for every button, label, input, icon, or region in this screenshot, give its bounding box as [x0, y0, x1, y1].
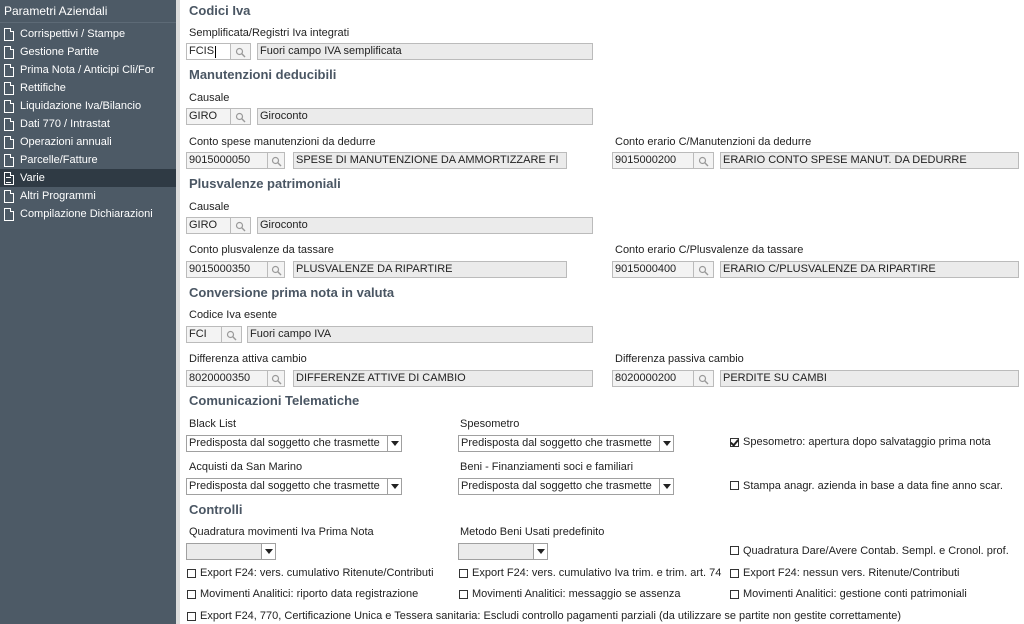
- conto-erario-plusvalenze-desc: ERARIO C/PLUSVALENZE DA RIPARTIRE: [720, 261, 1019, 278]
- quadratura-dare-avere-checkbox[interactable]: [730, 546, 739, 555]
- stampa-anagrafica-label: Stampa anagr. azienda in base a data fine anno scar.: [743, 480, 1003, 492]
- sidebar-title: Parametri Aziendali: [0, 0, 176, 23]
- san-marino-select[interactable]: Predisposta dal soggetto che trasmette: [186, 478, 388, 495]
- lookup-button[interactable]: [231, 43, 251, 60]
- conto-spese-manutenzioni-input[interactable]: 9015000050: [186, 152, 268, 169]
- document-icon: [4, 64, 14, 77]
- movimenti-conti-patrimoniali-label: Movimenti Analitici: gestione conti patrimoniali: [743, 588, 967, 600]
- document-icon: [4, 82, 14, 95]
- sidebar-item-varie[interactable]: Varie: [0, 169, 176, 187]
- lookup-button[interactable]: [268, 370, 285, 387]
- conto-erario-manutenzioni-desc: ERARIO CONTO SPESE MANUT. DA DEDURRE: [720, 152, 1019, 169]
- label-causale: Causale: [189, 201, 230, 213]
- document-lines-icon: [4, 172, 14, 185]
- label-causale: Causale: [189, 92, 230, 104]
- export-f24-iva-checkbox[interactable]: [459, 569, 468, 578]
- section-manutenzioni: Manutenzioni deducibili: [189, 67, 337, 82]
- differenza-passiva-input[interactable]: 8020000200: [612, 370, 694, 387]
- differenza-attiva-desc: DIFFERENZE ATTIVE DI CAMBIO: [293, 370, 593, 387]
- lookup-button[interactable]: [694, 261, 714, 278]
- lookup-button[interactable]: [231, 108, 251, 125]
- search-icon: [235, 47, 246, 58]
- dropdown-arrow-icon[interactable]: [659, 435, 674, 452]
- search-icon: [271, 374, 282, 385]
- movimenti-messaggio-checkbox[interactable]: [459, 590, 468, 599]
- causale-manutenzioni-input[interactable]: GIRO: [186, 108, 231, 125]
- lookup-button[interactable]: [694, 370, 714, 387]
- differenza-passiva-desc: PERDITE SU CAMBI: [720, 370, 1019, 387]
- metodo-beni-usati-select[interactable]: [458, 543, 534, 560]
- codice-iva-semplificata-desc: Fuori campo IVA semplificata: [257, 43, 593, 60]
- export-f24-ritenute-label: Export F24: vers. cumulativo Ritenute/Contributi: [200, 567, 434, 579]
- label-conto-erario-plusvalenze: Conto erario C/Plusvalenze da tassare: [615, 244, 804, 256]
- sidebar-item-gestione-partite[interactable]: Gestione Partite: [0, 43, 176, 61]
- section-conversione: Conversione prima nota in valuta: [189, 285, 395, 300]
- lookup-button[interactable]: [694, 152, 714, 169]
- escludi-controllo-pagamenti-label: Export F24, 770, Certificazione Unica e Tessera sanitaria: Escludi controllo pagamenti parziali (da utilizzare se partite non gestite correttamente): [200, 610, 902, 622]
- sidebar-item-rettifiche[interactable]: Rettifiche: [0, 79, 176, 97]
- search-icon: [235, 221, 246, 232]
- movimenti-riporto-data-checkbox[interactable]: [187, 590, 196, 599]
- search-icon: [698, 374, 709, 385]
- lookup-button[interactable]: [268, 152, 285, 169]
- label-san-marino: Acquisti da San Marino: [189, 461, 303, 473]
- label-spesometro: Spesometro: [460, 418, 520, 430]
- sidebar-item-compilazione[interactable]: Compilazione Dichiarazioni: [0, 205, 176, 223]
- main-panel: [180, 0, 1024, 624]
- conto-plusvalenze-desc: PLUSVALENZE DA RIPARTIRE: [293, 261, 567, 278]
- label-codice-iva-esente: Codice Iva esente: [189, 309, 278, 321]
- codice-iva-semplificata-input[interactable]: FCIS: [186, 43, 231, 60]
- sidebar-item-dati-770[interactable]: Dati 770 / Intrastat: [0, 115, 176, 133]
- sidebar-item-parcelle[interactable]: Parcelle/Fatture: [0, 151, 176, 169]
- label-differenza-attiva: Differenza attiva cambio: [189, 353, 307, 365]
- movimenti-conti-patrimoniali-checkbox[interactable]: [730, 590, 739, 599]
- document-icon: [4, 190, 14, 203]
- label-semplificata: Semplificata/Registri Iva integrati: [189, 27, 350, 39]
- stampa-anagrafica-checkbox[interactable]: [730, 481, 739, 490]
- conto-plusvalenze-input[interactable]: 9015000350: [186, 261, 268, 278]
- document-icon: [4, 208, 14, 221]
- section-codici-iva: Codici Iva: [189, 3, 251, 18]
- spesometro-select[interactable]: Predisposta dal soggetto che trasmette: [458, 435, 660, 452]
- sidebar-item-prima-nota[interactable]: Prima Nota / Anticipi Cli/For: [0, 61, 176, 79]
- spesometro-apertura-label: Spesometro: apertura dopo salvataggio prima nota: [743, 436, 991, 448]
- lookup-button[interactable]: [268, 261, 285, 278]
- causale-manutenzioni-desc: Giroconto: [257, 108, 593, 125]
- dropdown-arrow-icon[interactable]: [261, 543, 276, 560]
- black-list-select[interactable]: Predisposta dal soggetto che trasmette: [186, 435, 388, 452]
- dropdown-arrow-icon[interactable]: [387, 435, 402, 452]
- causale-plusvalenze-input[interactable]: GIRO: [186, 217, 231, 234]
- causale-plusvalenze-desc: Giroconto: [257, 217, 593, 234]
- escludi-controllo-pagamenti-checkbox[interactable]: [187, 612, 196, 621]
- dropdown-arrow-icon[interactable]: [659, 478, 674, 495]
- text-cursor: [215, 46, 216, 58]
- sidebar-item-liquidazione[interactable]: Liquidazione Iva/Bilancio: [0, 97, 176, 115]
- search-icon: [271, 265, 282, 276]
- export-f24-nessun-label: Export F24: nessun vers. Ritenute/Contributi: [743, 567, 960, 579]
- label-differenza-passiva: Differenza passiva cambio: [615, 353, 744, 365]
- section-controlli: Controlli: [189, 502, 243, 517]
- search-icon: [271, 156, 282, 167]
- quadratura-movimenti-select[interactable]: [186, 543, 262, 560]
- sidebar-item-altri-programmi[interactable]: Altri Programmi: [0, 187, 176, 205]
- label-conto-spese: Conto spese manutenzioni da dedurre: [189, 136, 376, 148]
- document-icon: [4, 46, 14, 59]
- beni-finanziamenti-select[interactable]: Predisposta dal soggetto che trasmette: [458, 478, 660, 495]
- lookup-button[interactable]: [231, 217, 251, 234]
- movimenti-messaggio-label: Movimenti Analitici: messaggio se assenza: [472, 588, 681, 600]
- section-telematiche: Comunicazioni Telematiche: [189, 393, 360, 408]
- document-icon: [4, 100, 14, 113]
- search-icon: [235, 112, 246, 123]
- section-plusvalenze: Plusvalenze patrimoniali: [189, 176, 341, 191]
- quadratura-dare-avere-label: Quadratura Dare/Avere Contab. Sempl. e Cronol. prof.: [743, 545, 1009, 557]
- sidebar-item-corrispettivi[interactable]: Corrispettivi / Stampe: [0, 25, 176, 43]
- label-conto-plusvalenze: Conto plusvalenze da tassare: [189, 244, 334, 256]
- search-icon: [698, 156, 709, 167]
- conto-spese-manutenzioni-desc: SPESE DI MANUTENZIONE DA AMMORTIZZARE FI: [293, 152, 567, 169]
- label-metodo-beni-usati: Metodo Beni Usati predefinito: [460, 526, 605, 538]
- spesometro-apertura-checkbox[interactable]: [730, 438, 739, 447]
- export-f24-nessun-checkbox[interactable]: [730, 569, 739, 578]
- lookup-button[interactable]: [222, 326, 242, 343]
- label-beni-finanziamenti: Beni - Finanziamenti soci e familiari: [460, 461, 634, 473]
- conto-erario-plusvalenze-input[interactable]: 9015000400: [612, 261, 694, 278]
- differenza-attiva-input[interactable]: 8020000350: [186, 370, 268, 387]
- label-black-list: Black List: [189, 418, 237, 430]
- dropdown-arrow-icon[interactable]: [533, 543, 548, 560]
- dropdown-arrow-icon[interactable]: [387, 478, 402, 495]
- sidebar: [0, 0, 176, 624]
- movimenti-riporto-data-label: Movimenti Analitici: riporto data registrazione: [200, 588, 419, 600]
- label-conto-erario-manutenzioni: Conto erario C/Manutenzioni da dedurre: [615, 136, 812, 148]
- search-icon: [698, 265, 709, 276]
- export-f24-iva-label: Export F24: vers. cumulativo Iva trim. e trim. art. 74: [472, 567, 722, 579]
- document-icon: [4, 154, 14, 167]
- document-icon: [4, 28, 14, 41]
- search-icon: [226, 330, 237, 341]
- codice-iva-esente-input[interactable]: FCI: [186, 326, 222, 343]
- document-icon: [4, 136, 14, 149]
- codice-iva-esente-desc: Fuori campo IVA: [247, 326, 593, 343]
- conto-erario-manutenzioni-input[interactable]: 9015000200: [612, 152, 694, 169]
- export-f24-ritenute-checkbox[interactable]: [187, 569, 196, 578]
- document-icon: [4, 118, 14, 131]
- sidebar-item-operazioni-annuali[interactable]: Operazioni annuali: [0, 133, 176, 151]
- label-quadratura-movimenti: Quadratura movimenti Iva Prima Nota: [189, 526, 374, 538]
